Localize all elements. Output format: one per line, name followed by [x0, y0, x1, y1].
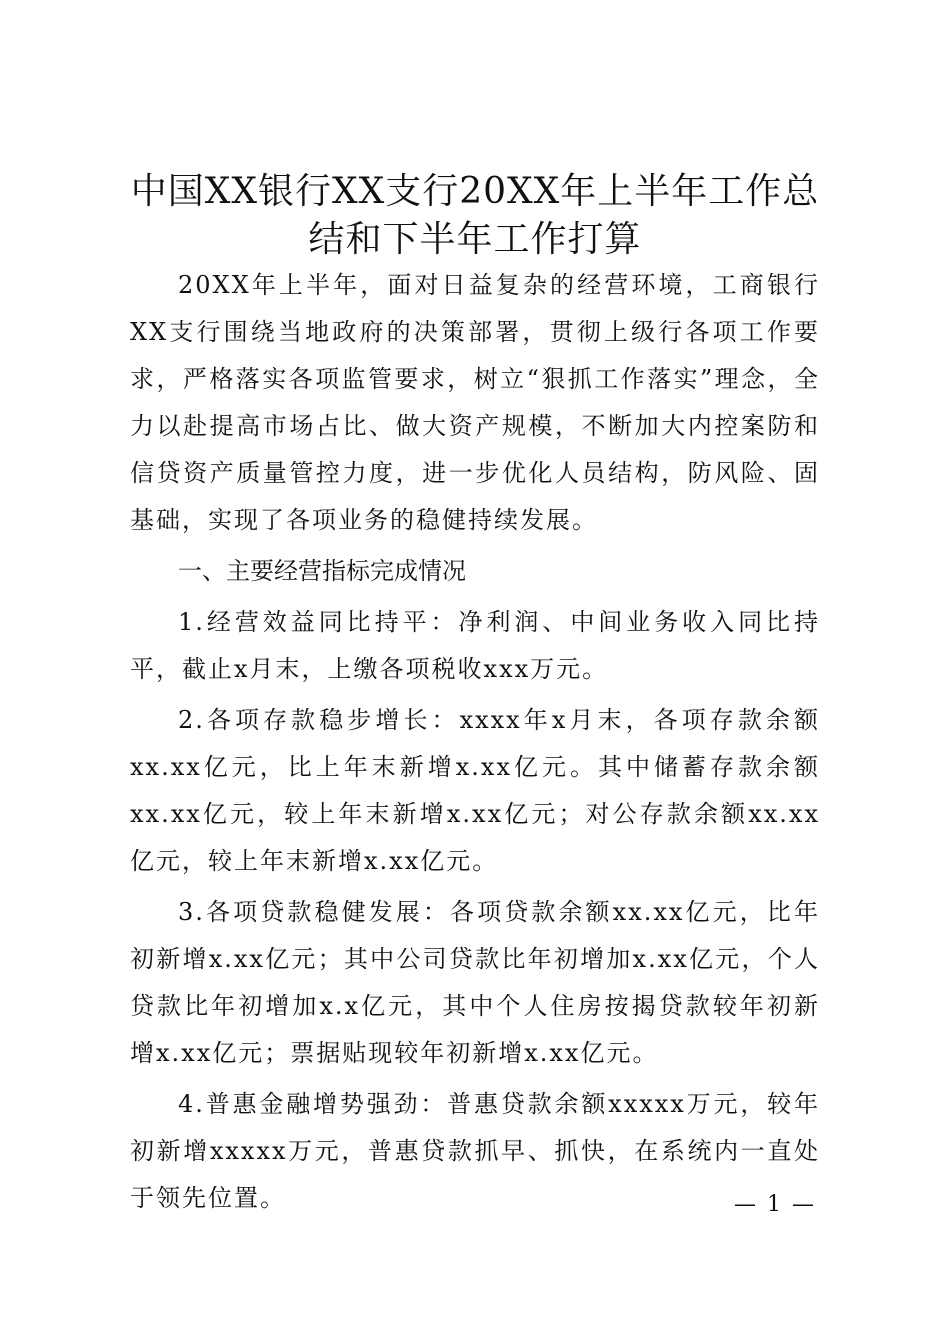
list-item: 1.经营效益同比持平：净利润、中间业务收入同比持平，截止x月末，上缴各项税收xxx万元。 — [130, 608, 820, 683]
page-number: — 1 — — [734, 1192, 816, 1217]
document-body — [130, 262, 820, 1222]
list-item: 3.各项贷款稳健发展：各项贷款余额xx.xx亿元，比年初新增x.xx亿元；其中公司贷款比年初增加x.xx亿元，个人贷款比年初增加x.x亿元，其中个人住房按揭贷款较年初新增x.xx亿元；票据贴现较年初新增x.xx亿元。 — [130, 898, 820, 1067]
title-line-1: 中国XX银行XX支行20XX年上半年工作总 — [130, 171, 820, 212]
section-heading: 一、主要经营指标完成情况 — [178, 557, 466, 585]
list-item: 2.各项存款稳步增长：xxxx年x月末，各项存款余额xx.xx亿元，比上年末新增x.xx亿元。其中储蓄存款余额xx.xx亿元，较上年末新增x.xx亿元；对公存款余额xx.xx亿元，较上年末新增x.xx亿元。 — [130, 706, 820, 875]
intro-paragraph: 20XX年上半年，面对日益复杂的经营环境，工商银行XX支行围绕当地政府的决策部署，贯彻上级行各项工作要求，严格落实各项监管要求，树立“狠抓工作落实”理念，全力以赴提高市场占比、做大资产规模，不断加大内控案防和信贷资产质量管控力度，进一步优化人员结构，防风险、固基础，实现了各项业务的稳健持续发展。 — [130, 271, 820, 534]
document-title — [130, 168, 820, 264]
title-line-2: 结和下半年工作打算 — [308, 219, 642, 260]
list-item: 4.普惠金融增势强劲：普惠贷款余额xxxxx万元，较年初新增xxxxx万元，普惠贷款抓早、抓快，在系统内一直处于领先位置。 — [130, 1090, 820, 1212]
